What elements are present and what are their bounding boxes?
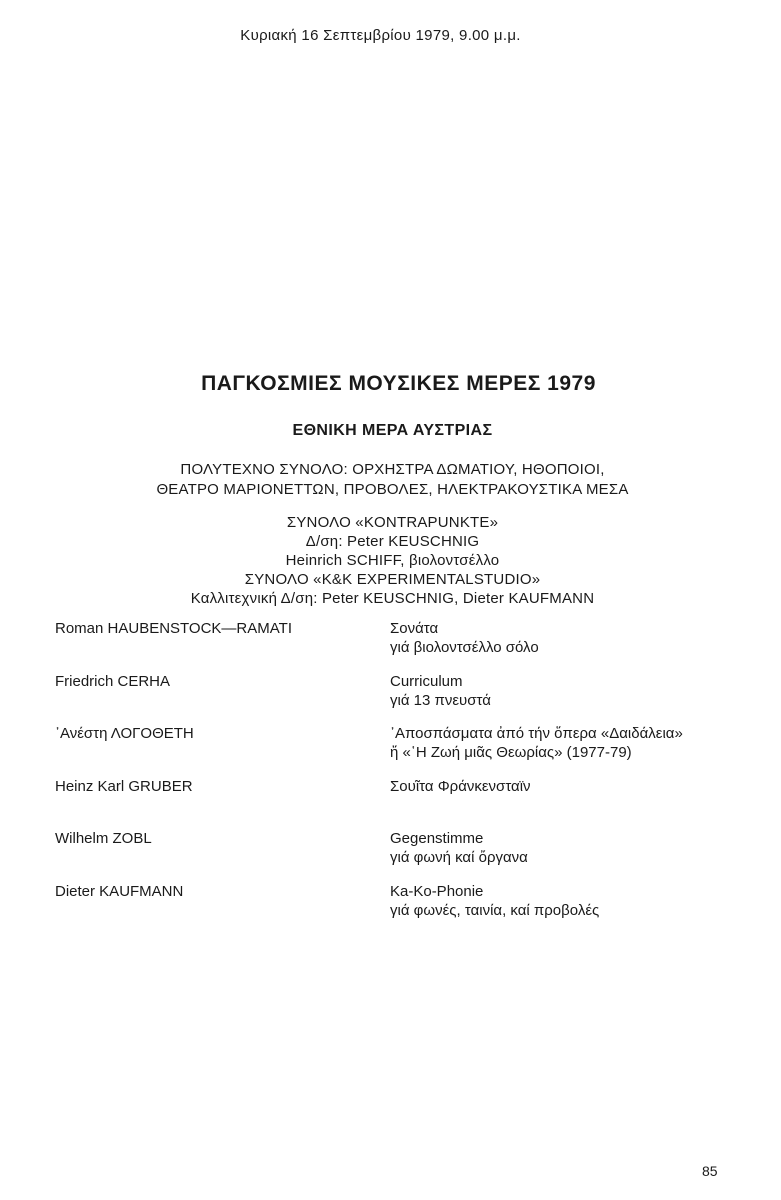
work-line: Curriculum xyxy=(390,672,463,690)
work-line: γιά βιολοντσέλλο σόλο xyxy=(390,639,539,656)
page-title: ΠΑΓΚΟΣΜΙΕΣ ΜΟΥΣΙΚΕΣ ΜΕΡΕΣ 1979 xyxy=(201,372,596,395)
work-title xyxy=(390,882,599,920)
program-item xyxy=(0,672,781,725)
composer-name: ᾿Ανέστη ΛΟΓΟΘΕΤΗ xyxy=(55,725,194,742)
work-title xyxy=(390,829,528,867)
composer-name: Heinz Karl GRUBER xyxy=(55,777,193,795)
page-subtitle: ΕΘΝΙΚΗ ΜΕΡΑ ΑΥΣΤΡΙΑΣ xyxy=(292,422,493,439)
credit-line: ΣΥΝΟΛΟ «KONTRAPUNKTE» xyxy=(286,514,499,531)
page-number: 85 xyxy=(702,1163,718,1179)
work-line: ᾿Αποσπάσματα ἀπό τήν ὅπερα «Δαιδάλεια» xyxy=(390,725,683,742)
program-item xyxy=(0,724,781,777)
work-line: ἤ «῾Η Ζωή μιᾶς Θεωρίας» (1977-79) xyxy=(390,744,632,761)
work-line: Ka-Ko-Phonie xyxy=(390,882,484,900)
composer-name: Friedrich CERHA xyxy=(55,672,171,690)
composer-name: Wilhelm ZOBL xyxy=(55,830,152,847)
program-item xyxy=(0,829,781,882)
ensemble-line: ΠΟΛΥΤΕΧΝΟ ΣΥΝΟΛΟ: ΟΡΧΗΣΤΡΑ ΔΩΜΑΤΙΟΥ, ΗΘΟΠΟΙΟΙ, xyxy=(180,461,605,478)
composer-name: Roman HAUBENSTOCK—RAMATI xyxy=(55,620,292,637)
work-title xyxy=(390,724,683,762)
composer-name: Dieter KAUFMANN xyxy=(55,882,184,900)
ensemble-description xyxy=(2,460,781,500)
ensemble-line: ΘΕΑΤΡΟ ΜΑΡΙΟΝΕΤΤΩΝ, ΠΡΟΒΟΛΕΣ, ΗΛΕΚΤΡΑΚΟΥΣΤΙΚΑ ΜΕΣΑ xyxy=(156,481,629,498)
work-line: Σουῖτα Φράνκενσταϊν xyxy=(390,777,531,795)
program-list xyxy=(0,619,781,934)
program-item xyxy=(0,882,781,935)
work-line: Σονάτα xyxy=(390,620,439,637)
work-title xyxy=(390,672,491,710)
work-line: Gegenstimme xyxy=(390,830,484,847)
credit-line: Heinrich SCHIFF, βιολοντσέλλο xyxy=(285,552,500,569)
work-title xyxy=(390,777,531,796)
program-item xyxy=(0,777,781,830)
work-title xyxy=(390,619,539,657)
credit-line: Δ/ση: Peter KEUSCHNIG xyxy=(305,533,480,550)
performer-credits xyxy=(2,513,781,608)
work-line: γιά φωνές, ταινία, καί προβολές xyxy=(390,901,600,919)
work-line: γιά φωνή καί ὄργανα xyxy=(390,849,528,866)
credit-line: Καλλιτεχνική Δ/ση: Peter KEUSCHNIG, Dieter KAUFMANN xyxy=(190,590,595,607)
program-item xyxy=(0,619,781,672)
work-line: γιά 13 πνευστά xyxy=(390,691,491,709)
credit-line: ΣΥΝΟΛΟ «K&K EXPERIMENTALSTUDIO» xyxy=(244,571,541,588)
concert-date: Κυριακή 16 Σεπτεμβρίου 1979, 9.00 μ.μ. xyxy=(240,27,521,44)
